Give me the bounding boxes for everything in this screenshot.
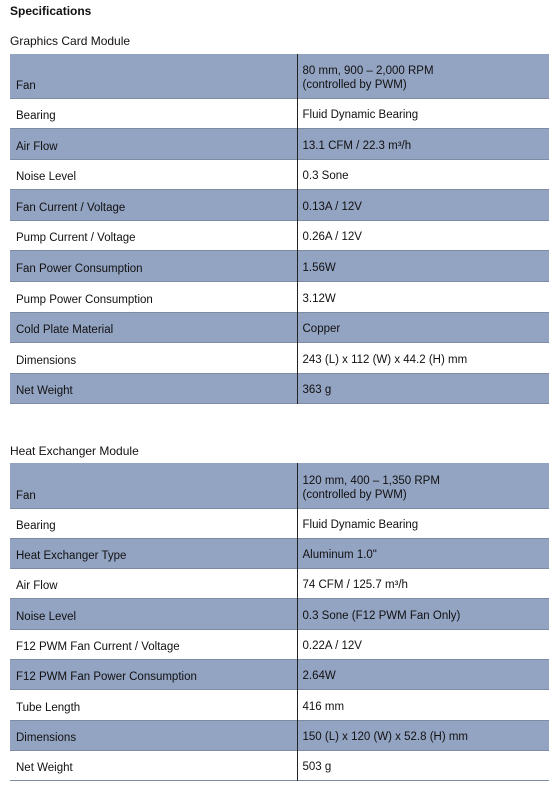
spec-value xyxy=(297,750,549,780)
table-row xyxy=(10,220,549,251)
spec-value xyxy=(297,599,549,629)
spec-value-line: Aluminum 1.0" xyxy=(302,549,377,562)
spec-value xyxy=(297,251,549,282)
spec-value-line: 3.12W xyxy=(302,292,336,305)
spec-value-line: Fluid Dynamic Bearing xyxy=(302,518,419,531)
spec-label: Bearing xyxy=(16,519,56,532)
table-row xyxy=(10,463,549,508)
spec-value-line: 503 g xyxy=(302,761,332,774)
spec-value-line: 120 mm, 400 – 1,350 RPM xyxy=(302,474,440,487)
spec-value xyxy=(297,159,549,190)
spec-value xyxy=(297,569,549,599)
spec-value-line: 1.56W xyxy=(302,262,336,275)
table-row xyxy=(10,508,549,538)
spec-label: Air Flow xyxy=(16,580,58,593)
spec-label: Noise Level xyxy=(16,610,77,623)
table-row xyxy=(10,54,549,98)
spec-label: Fan xyxy=(16,79,36,92)
spec-value-line: 416 mm xyxy=(302,700,345,713)
spec-label: Heat Exchanger Type xyxy=(16,550,127,563)
spec-label: Pump Power Consumption xyxy=(16,293,153,306)
spec-label: Bearing xyxy=(16,110,56,123)
spec-label: Net Weight xyxy=(16,762,73,775)
spec-label: Tube Length xyxy=(16,701,81,714)
spec-value-line: 0.26A / 12V xyxy=(302,231,362,244)
spec-value-line: 80 mm, 900 – 2,000 RPM xyxy=(302,64,434,77)
spec-value xyxy=(297,54,549,98)
spec-label: Air Flow xyxy=(16,140,58,153)
spec-value xyxy=(297,373,549,404)
table-row xyxy=(10,659,549,689)
spec-value-line: (controlled by PWM) xyxy=(302,78,407,91)
spec-value-line: 2.64W xyxy=(302,670,336,683)
table-row xyxy=(10,129,549,160)
table-row xyxy=(10,312,549,343)
spec-value-line: Copper xyxy=(302,323,341,336)
spec-value xyxy=(297,508,549,538)
spec-label: Dimensions xyxy=(16,354,77,367)
table-row xyxy=(10,282,549,313)
section-heading-heat-exchanger: Heat Exchanger Module xyxy=(10,444,139,458)
table-row xyxy=(10,343,549,374)
spec-value xyxy=(297,220,549,251)
spec-label: Cold Plate Material xyxy=(16,324,114,337)
spec-value xyxy=(297,312,549,343)
spec-label: F12 PWM Fan Current / Voltage xyxy=(16,640,180,653)
spec-value xyxy=(297,538,549,568)
spec-value-line: Fluid Dynamic Bearing xyxy=(302,109,419,122)
spec-value xyxy=(297,629,549,659)
spec-label: Net Weight xyxy=(16,385,73,398)
spec-value xyxy=(297,720,549,750)
spec-value xyxy=(297,659,549,689)
table-row xyxy=(10,569,549,599)
table-row xyxy=(10,190,549,221)
spec-value xyxy=(297,343,549,374)
table-row xyxy=(10,98,549,129)
spec-label: Noise Level xyxy=(16,171,77,184)
table-row xyxy=(10,720,549,750)
spec-label: Dimensions xyxy=(16,731,77,744)
spec-label: F12 PWM Fan Power Consumption xyxy=(16,671,197,684)
spec-value xyxy=(297,98,549,129)
spec-value-line: (controlled by PWM) xyxy=(302,488,407,501)
table-row xyxy=(10,629,549,659)
table-row xyxy=(10,599,549,629)
table-row xyxy=(10,750,549,780)
page-title: Specifications xyxy=(10,4,92,18)
spec-label: Fan xyxy=(16,489,36,502)
spec-table-graphics-card xyxy=(10,54,549,404)
table-row xyxy=(10,159,549,190)
spec-label: Fan Power Consumption xyxy=(16,263,143,276)
section-heading-graphics-card: Graphics Card Module xyxy=(10,34,131,48)
spec-value-line: 0.22A / 12V xyxy=(302,639,362,652)
spec-value xyxy=(297,690,549,720)
spec-value-line: 150 (L) x 120 (W) x 52.8 (H) mm xyxy=(302,730,469,743)
spec-value-line: 0.13A / 12V xyxy=(302,200,362,213)
spec-value xyxy=(297,282,549,313)
spec-value-line: 243 (L) x 112 (W) x 44.2 (H) mm xyxy=(302,353,468,366)
spec-value-line: 74 CFM / 125.7 m³/h xyxy=(302,579,408,592)
spec-value-line: 13.1 CFM / 22.3 m³/h xyxy=(302,139,412,152)
spec-label: Fan Current / Voltage xyxy=(16,201,126,214)
spec-value xyxy=(297,463,549,508)
table-row xyxy=(10,538,549,568)
spec-value-line: 0.3 Sone (F12 PWM Fan Only) xyxy=(302,609,461,622)
spec-value xyxy=(297,190,549,221)
spec-value-line: 0.3 Sone xyxy=(302,170,349,183)
spec-table-heat-exchanger xyxy=(10,463,549,781)
spec-value-line: 363 g xyxy=(302,384,332,397)
spec-value xyxy=(297,129,549,160)
table-row xyxy=(10,251,549,282)
table-row xyxy=(10,373,549,404)
spec-label: Pump Current / Voltage xyxy=(16,232,136,245)
table-row xyxy=(10,690,549,720)
